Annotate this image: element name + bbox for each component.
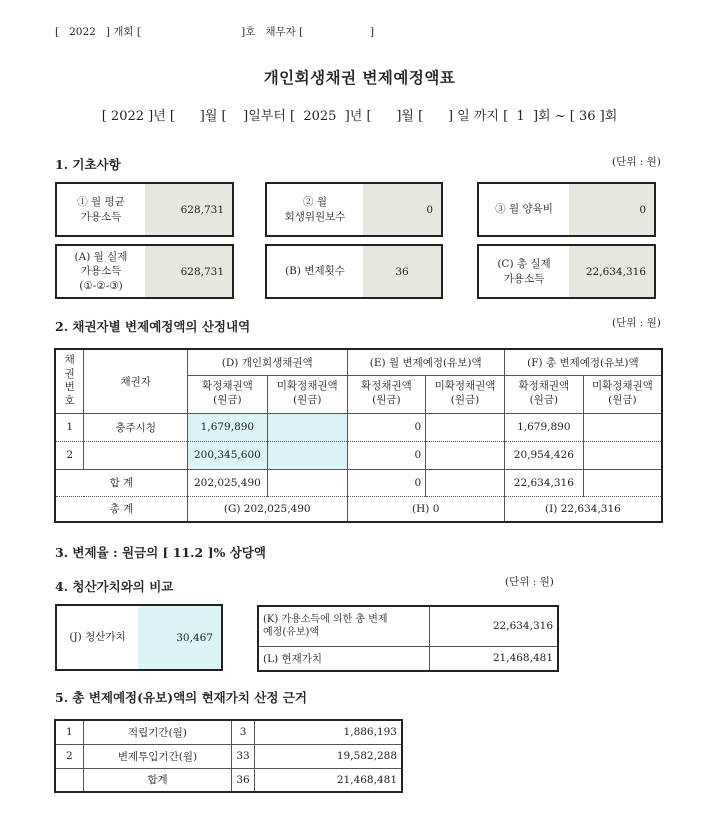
header-creditor: 채권자 bbox=[84, 349, 187, 413]
child-support-value: 0 bbox=[569, 184, 654, 235]
total-income-value: 22,634,316 bbox=[569, 246, 654, 297]
header-d-unconfirmed: 미확정채권액 (원금) bbox=[267, 375, 347, 413]
net-income-label: (A) 월 실제 가용소득 (①-②-③) bbox=[74, 251, 128, 292]
section2-unit: (단위 : 원) bbox=[612, 317, 661, 329]
subtotal-label: 합 계 bbox=[55, 469, 187, 496]
repayment-rate: 3. 변제율 : 원금의 [ 11.2 ]% 상당액 bbox=[55, 545, 266, 560]
header-d-confirmed: 확정채권액 (원금) bbox=[187, 375, 267, 413]
row-e-unconfirmed bbox=[426, 441, 505, 469]
row-f-confirmed: 20,954,426 bbox=[504, 441, 583, 469]
liquidation-value-box bbox=[55, 604, 223, 671]
liquidation-value: 30,467 bbox=[138, 606, 221, 669]
l-label: (L) 현재가치 bbox=[258, 646, 429, 671]
section4-unit: (단위 : 원) bbox=[505, 576, 554, 588]
basis-months: 36 bbox=[232, 768, 254, 792]
monthly-income-box bbox=[55, 182, 234, 237]
row-d-confirmed: 200,345,600 bbox=[187, 441, 267, 469]
row-no: 2 bbox=[55, 441, 84, 469]
basis-months: 3 bbox=[232, 720, 254, 744]
subtotal-d-confirmed: 202,025,490 bbox=[187, 469, 267, 496]
monthly-income-label: ① 월 평균 가용소득 bbox=[77, 196, 125, 223]
repayment-count-box bbox=[265, 244, 443, 299]
header-e-unconfirmed: 미확정채권액 (원금) bbox=[426, 375, 505, 413]
row-no: 1 bbox=[55, 413, 84, 441]
basis-months: 33 bbox=[232, 744, 254, 768]
repayment-count-label: (B) 변제횟수 bbox=[285, 265, 345, 278]
trustee-fee-value: 0 bbox=[363, 184, 441, 235]
header-d: (D) 개인회생채권액 bbox=[187, 349, 347, 375]
section5-title: 5. 총 변제예정(유보)액의 현재가치 산정 근거 bbox=[55, 690, 307, 705]
trustee-fee-label: ② 월 회생위원보수 bbox=[284, 196, 346, 223]
child-support-box bbox=[477, 182, 656, 237]
row-e-unconfirmed bbox=[426, 413, 505, 441]
table-row bbox=[55, 441, 662, 469]
total-h: (H) 0 bbox=[347, 496, 504, 522]
l-value: 21,468,481 bbox=[429, 646, 558, 671]
row-d-unconfirmed bbox=[267, 413, 347, 441]
basis-value: 21,468,481 bbox=[254, 768, 402, 792]
header-e: (E) 월 변제예정(유보)액 bbox=[347, 349, 504, 375]
k-label: (K) 가용소득에 의한 총 변제 예정(유보)액 bbox=[258, 606, 429, 646]
row-d-confirmed: 1,679,890 bbox=[187, 413, 267, 441]
subtotal-f-unconfirmed bbox=[583, 469, 662, 496]
total-label: 총 계 bbox=[55, 496, 187, 522]
case-header: [ 2022 ] 개회 [ ]호 채무자 [ ] bbox=[55, 26, 375, 38]
basis-no: 1 bbox=[55, 720, 83, 744]
row-e-confirmed: 0 bbox=[347, 413, 426, 441]
creditor-table bbox=[54, 348, 663, 523]
total-i: (I) 22,634,316 bbox=[504, 496, 662, 522]
row-e-confirmed: 0 bbox=[347, 441, 426, 469]
section4-title: 4. 청산가치와의 비교 bbox=[55, 579, 174, 594]
subtotal-e-unconfirmed bbox=[426, 469, 505, 496]
header-f-confirmed: 확정채권액 (원금) bbox=[504, 375, 583, 413]
total-income-box bbox=[477, 244, 656, 299]
basis-label: 변제투입기간(월) bbox=[83, 744, 232, 768]
net-income-box bbox=[55, 244, 234, 299]
monthly-income-value: 628,731 bbox=[145, 184, 232, 235]
subtotal-e-confirmed: 0 bbox=[347, 469, 426, 496]
table-row bbox=[55, 768, 402, 792]
trustee-fee-box bbox=[265, 182, 443, 237]
subtotal-f-confirmed: 22,634,316 bbox=[504, 469, 583, 496]
table-row bbox=[55, 720, 402, 744]
total-income-label: (C) 총 실제 가용소득 bbox=[497, 258, 551, 285]
row-creditor bbox=[84, 441, 187, 469]
section1-unit: (단위 : 원) bbox=[612, 156, 661, 168]
present-value-table bbox=[257, 605, 559, 672]
section1-title: 1. 기초사항 bbox=[55, 157, 121, 172]
child-support-label: ③ 월 양육비 bbox=[495, 203, 553, 216]
period-line: [ 2022 ]년 [ ]월 [ ]일부터 [ 2025 ]년 [ ]월 [ ] 일 까지 [ 1 ]회 ~ [ 36 ]회 bbox=[101, 109, 618, 124]
row-creditor: 충주시청 bbox=[84, 413, 187, 441]
row-f-unconfirmed bbox=[583, 441, 662, 469]
liquidation-value-label: (J) 청산가치 bbox=[69, 631, 126, 644]
basis-no: 2 bbox=[55, 744, 83, 768]
present-value-basis-table bbox=[54, 719, 403, 793]
row-f-confirmed: 1,679,890 bbox=[504, 413, 583, 441]
repayment-count-value: 36 bbox=[363, 246, 441, 297]
basis-value: 1,886,193 bbox=[254, 720, 402, 744]
net-income-value: 628,731 bbox=[145, 246, 232, 297]
header-f: (F) 총 변제예정(유보)액 bbox=[504, 349, 662, 375]
k-value: 22,634,316 bbox=[429, 606, 558, 646]
header-e-confirmed: 확정채권액 (원금) bbox=[347, 375, 426, 413]
basis-label: 적립기간(월) bbox=[83, 720, 232, 744]
header-creditor-no: 채권 번호 bbox=[55, 349, 84, 413]
header-f-unconfirmed: 미확정채권액 (원금) bbox=[583, 375, 662, 413]
table-row bbox=[55, 413, 662, 441]
row-d-unconfirmed bbox=[267, 441, 347, 469]
page-title: 개인회생채권 변제예정액표 bbox=[263, 68, 456, 87]
basis-no bbox=[55, 768, 83, 792]
total-g: (G) 202,025,490 bbox=[187, 496, 347, 522]
basis-value: 19,582,288 bbox=[254, 744, 402, 768]
subtotal-row bbox=[55, 469, 662, 496]
row-f-unconfirmed bbox=[583, 413, 662, 441]
total-row bbox=[55, 496, 662, 522]
subtotal-d-unconfirmed bbox=[267, 469, 347, 496]
basis-label: 합계 bbox=[83, 768, 232, 792]
section2-title: 2. 채권자별 변제예정액의 산정내역 bbox=[55, 319, 251, 334]
table-row bbox=[55, 744, 402, 768]
